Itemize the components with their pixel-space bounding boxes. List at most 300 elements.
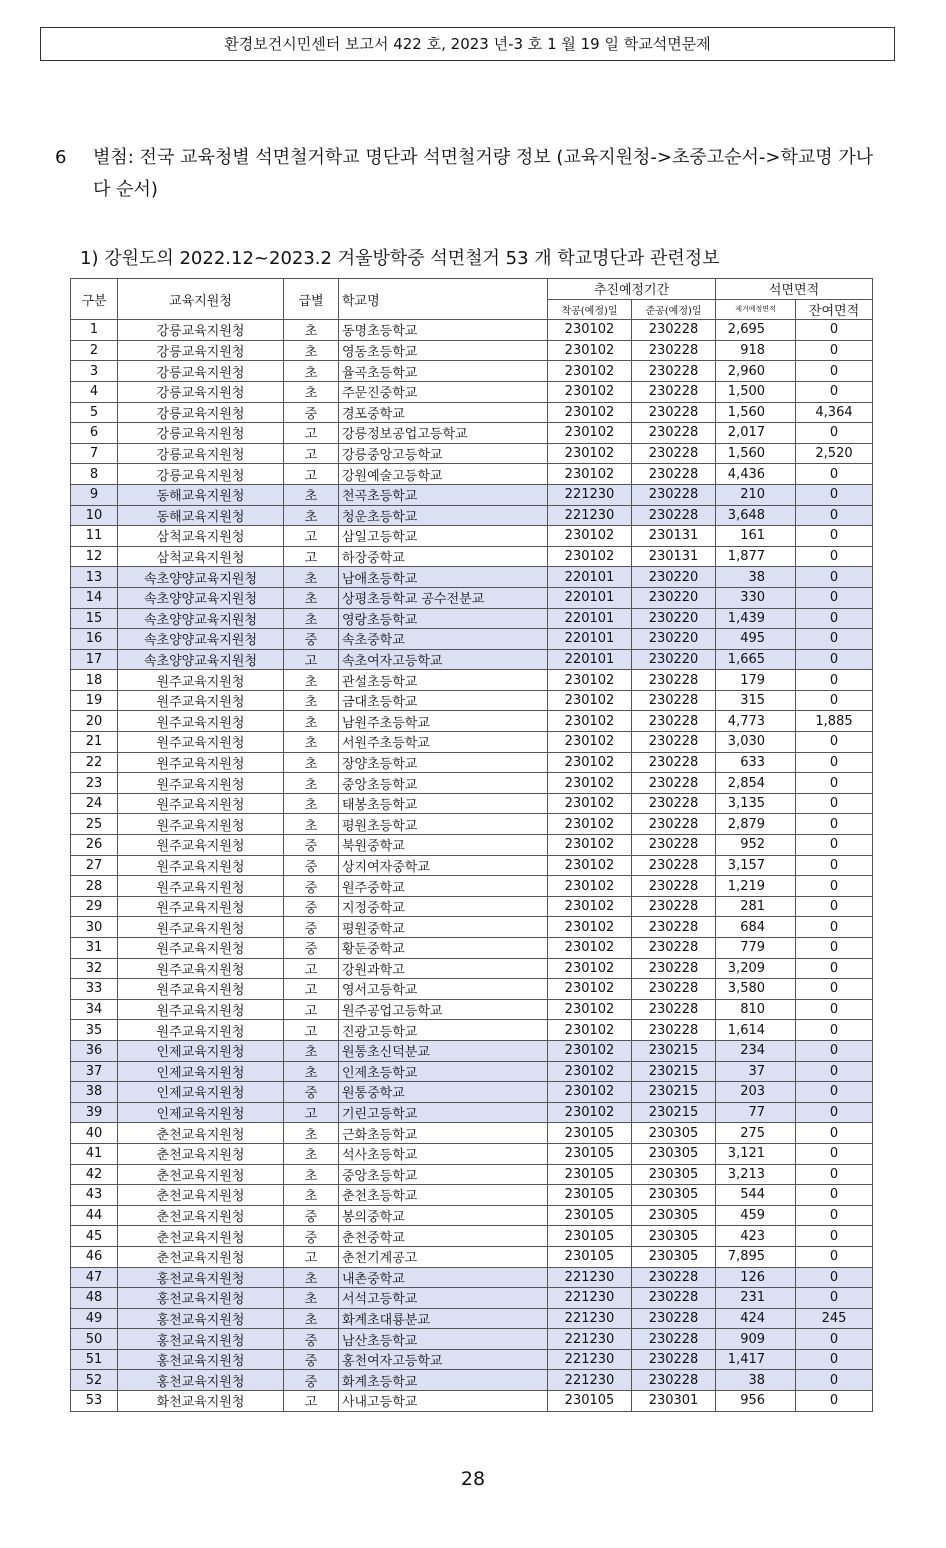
cell-level: 고 — [284, 958, 339, 979]
cell-end: 230215 — [632, 1061, 716, 1082]
cell-office: 강릉교육지원청 — [118, 381, 284, 402]
cell-removal: 3,121 — [716, 1143, 796, 1164]
cell-end: 230131 — [632, 546, 716, 567]
cell-start: 230102 — [548, 793, 632, 814]
cell-office: 원주교육지원청 — [118, 855, 284, 876]
cell-office: 춘천교육지원청 — [118, 1164, 284, 1185]
cell-school: 화계초등학교 — [339, 1370, 548, 1391]
cell-school: 영동초등학교 — [339, 340, 548, 361]
cell-school: 율곡초등학교 — [339, 361, 548, 382]
table-row — [71, 567, 873, 588]
cell-school: 평원초등학교 — [339, 814, 548, 835]
cell-no: 36 — [71, 1040, 118, 1061]
cell-level: 고 — [284, 1020, 339, 1041]
cell-end: 230228 — [632, 340, 716, 361]
cell-school: 황둔중학교 — [339, 938, 548, 959]
cell-school: 태봉초등학교 — [339, 793, 548, 814]
cell-start: 230102 — [548, 1061, 632, 1082]
cell-start: 220101 — [548, 587, 632, 608]
cell-level: 고 — [284, 464, 339, 485]
cell-no: 5 — [71, 402, 118, 423]
cell-school: 강릉중앙고등학교 — [339, 443, 548, 464]
cell-remaining: 0 — [796, 1391, 873, 1412]
table-row — [71, 1308, 873, 1329]
cell-school: 지정중학교 — [339, 896, 548, 917]
cell-removal: 2,960 — [716, 361, 796, 382]
table-row — [71, 320, 873, 341]
cell-removal: 633 — [716, 752, 796, 773]
cell-level: 고 — [284, 1246, 339, 1267]
school-table — [70, 278, 873, 1412]
cell-level: 중 — [284, 1349, 339, 1370]
cell-no: 22 — [71, 752, 118, 773]
table-row — [71, 587, 873, 608]
cell-no: 52 — [71, 1370, 118, 1391]
cell-end: 230220 — [632, 567, 716, 588]
cell-level: 중 — [284, 855, 339, 876]
cell-removal: 3,209 — [716, 958, 796, 979]
cell-start: 230102 — [548, 464, 632, 485]
cell-end: 230228 — [632, 773, 716, 794]
cell-end: 230228 — [632, 752, 716, 773]
cell-level: 고 — [284, 1391, 339, 1412]
cell-start: 221230 — [548, 505, 632, 526]
cell-start: 230105 — [548, 1391, 632, 1412]
cell-level: 초 — [284, 381, 339, 402]
cell-remaining: 0 — [796, 1246, 873, 1267]
cell-remaining: 0 — [796, 1123, 873, 1144]
cell-school: 춘천중학교 — [339, 1226, 548, 1247]
cell-office: 춘천교육지원청 — [118, 1123, 284, 1144]
cell-start: 230102 — [548, 320, 632, 341]
cell-level: 중 — [284, 1205, 339, 1226]
cell-remaining: 0 — [796, 1349, 873, 1370]
cell-remaining: 0 — [796, 587, 873, 608]
table-row — [71, 484, 873, 505]
cell-office: 속초양양교육지원청 — [118, 587, 284, 608]
cell-removal: 2,017 — [716, 423, 796, 444]
cell-remaining: 0 — [796, 1061, 873, 1082]
cell-end: 230228 — [632, 917, 716, 938]
cell-removal: 38 — [716, 567, 796, 588]
table-row — [71, 505, 873, 526]
cell-remaining: 0 — [796, 999, 873, 1020]
cell-removal: 810 — [716, 999, 796, 1020]
cell-office: 강릉교육지원청 — [118, 423, 284, 444]
cell-remaining: 0 — [796, 1185, 873, 1206]
cell-level: 초 — [284, 773, 339, 794]
cell-no: 13 — [71, 567, 118, 588]
cell-removal: 281 — [716, 896, 796, 917]
cell-end: 230228 — [632, 1288, 716, 1309]
table-row — [71, 629, 873, 650]
cell-level: 초 — [284, 361, 339, 382]
cell-start: 220101 — [548, 629, 632, 650]
table-body — [71, 320, 873, 1411]
cell-remaining: 0 — [796, 773, 873, 794]
cell-removal: 3,580 — [716, 979, 796, 1000]
cell-removal: 1,560 — [716, 443, 796, 464]
cell-office: 춘천교육지원청 — [118, 1226, 284, 1247]
table-row — [71, 917, 873, 938]
cell-office: 인제교육지원청 — [118, 1082, 284, 1103]
cell-school: 인제초등학교 — [339, 1061, 548, 1082]
cell-removal: 3,135 — [716, 793, 796, 814]
cell-no: 37 — [71, 1061, 118, 1082]
table-row — [71, 608, 873, 629]
cell-no: 25 — [71, 814, 118, 835]
cell-start: 230102 — [548, 999, 632, 1020]
cell-level: 고 — [284, 546, 339, 567]
cell-office: 인제교육지원청 — [118, 1040, 284, 1061]
cell-removal: 1,560 — [716, 402, 796, 423]
col-header-remaining: 잔여면적 — [796, 299, 873, 320]
cell-level: 중 — [284, 876, 339, 897]
table-row — [71, 1391, 873, 1412]
cell-remaining: 0 — [796, 1370, 873, 1391]
cell-school: 진광고등학교 — [339, 1020, 548, 1041]
cell-level: 중 — [284, 1082, 339, 1103]
cell-level: 초 — [284, 1308, 339, 1329]
cell-office: 원주교육지원청 — [118, 999, 284, 1020]
cell-start: 230105 — [548, 1246, 632, 1267]
cell-end: 230305 — [632, 1205, 716, 1226]
cell-no: 49 — [71, 1308, 118, 1329]
cell-level: 중 — [284, 896, 339, 917]
cell-remaining: 0 — [796, 340, 873, 361]
cell-school: 속초여자고등학교 — [339, 649, 548, 670]
cell-remaining: 0 — [796, 1164, 873, 1185]
cell-level: 초 — [284, 1143, 339, 1164]
cell-removal: 77 — [716, 1102, 796, 1123]
cell-no: 46 — [71, 1246, 118, 1267]
cell-remaining: 0 — [796, 649, 873, 670]
cell-end: 230228 — [632, 1020, 716, 1041]
table-row — [71, 1370, 873, 1391]
cell-level: 중 — [284, 629, 339, 650]
cell-end: 230228 — [632, 793, 716, 814]
cell-start: 230102 — [548, 1102, 632, 1123]
cell-start: 230102 — [548, 443, 632, 464]
cell-remaining: 0 — [796, 1143, 873, 1164]
cell-no: 8 — [71, 464, 118, 485]
cell-start: 230102 — [548, 917, 632, 938]
cell-school: 평원중학교 — [339, 917, 548, 938]
cell-level: 초 — [284, 732, 339, 753]
cell-removal: 1,614 — [716, 1020, 796, 1041]
cell-removal: 1,877 — [716, 546, 796, 567]
cell-removal: 495 — [716, 629, 796, 650]
cell-end: 230228 — [632, 732, 716, 753]
cell-removal: 684 — [716, 917, 796, 938]
table-row — [71, 1329, 873, 1350]
cell-remaining: 0 — [796, 690, 873, 711]
cell-end: 230305 — [632, 1164, 716, 1185]
cell-level: 초 — [284, 320, 339, 341]
cell-no: 40 — [71, 1123, 118, 1144]
table-row — [71, 835, 873, 856]
cell-end: 230228 — [632, 938, 716, 959]
cell-remaining: 2,520 — [796, 443, 873, 464]
cell-remaining: 0 — [796, 361, 873, 382]
cell-no: 53 — [71, 1391, 118, 1412]
cell-school: 봉의중학교 — [339, 1205, 548, 1226]
cell-level: 중 — [284, 1370, 339, 1391]
cell-no: 39 — [71, 1102, 118, 1123]
col-header-level: 급별 — [284, 279, 339, 320]
cell-no: 50 — [71, 1329, 118, 1350]
cell-school: 영서고등학교 — [339, 979, 548, 1000]
cell-no: 23 — [71, 773, 118, 794]
cell-office: 홍천교육지원청 — [118, 1370, 284, 1391]
cell-start: 230102 — [548, 752, 632, 773]
col-header-period: 추진예정기간 — [548, 279, 716, 300]
cell-level: 중 — [284, 917, 339, 938]
cell-office: 홍천교육지원청 — [118, 1288, 284, 1309]
cell-school: 북원중학교 — [339, 835, 548, 856]
cell-school: 장양초등학교 — [339, 752, 548, 773]
cell-school: 서석고등학교 — [339, 1288, 548, 1309]
cell-office: 원주교육지원청 — [118, 1020, 284, 1041]
cell-office: 속초양양교육지원청 — [118, 567, 284, 588]
cell-start: 230102 — [548, 423, 632, 444]
cell-level: 초 — [284, 690, 339, 711]
cell-office: 속초양양교육지원청 — [118, 649, 284, 670]
cell-level: 초 — [284, 567, 339, 588]
cell-school: 기린고등학교 — [339, 1102, 548, 1123]
cell-level: 중 — [284, 835, 339, 856]
cell-office: 원주교육지원청 — [118, 958, 284, 979]
cell-office: 원주교육지원청 — [118, 896, 284, 917]
cell-remaining: 0 — [796, 752, 873, 773]
cell-removal: 126 — [716, 1267, 796, 1288]
cell-school: 상지여자중학교 — [339, 855, 548, 876]
cell-remaining: 0 — [796, 1329, 873, 1350]
cell-school: 남애초등학교 — [339, 567, 548, 588]
subsection-title: 1) 강원도의 2022.12~2023.2 겨울방학중 석면철거 53 개 학교명단과 관련정보 — [80, 248, 720, 269]
cell-office: 홍천교육지원청 — [118, 1329, 284, 1350]
cell-end: 230305 — [632, 1246, 716, 1267]
cell-end: 230305 — [632, 1185, 716, 1206]
cell-start: 230102 — [548, 381, 632, 402]
cell-no: 1 — [71, 320, 118, 341]
cell-office: 홍천교육지원청 — [118, 1308, 284, 1329]
cell-removal: 234 — [716, 1040, 796, 1061]
table-header-row — [71, 279, 873, 300]
cell-level: 고 — [284, 1102, 339, 1123]
cell-no: 34 — [71, 999, 118, 1020]
cell-level: 중 — [284, 938, 339, 959]
cell-remaining: 0 — [796, 381, 873, 402]
cell-start: 230105 — [548, 1164, 632, 1185]
cell-school: 하장중학교 — [339, 546, 548, 567]
cell-start: 221230 — [548, 1288, 632, 1309]
cell-remaining: 4,364 — [796, 402, 873, 423]
cell-level: 중 — [284, 1329, 339, 1350]
table-row — [71, 1246, 873, 1267]
cell-removal: 275 — [716, 1123, 796, 1144]
cell-no: 31 — [71, 938, 118, 959]
table-row — [71, 1020, 873, 1041]
cell-no: 43 — [71, 1185, 118, 1206]
table-row — [71, 876, 873, 897]
cell-no: 4 — [71, 381, 118, 402]
table-row — [71, 814, 873, 835]
cell-school: 주문진중학교 — [339, 381, 548, 402]
cell-remaining: 1,885 — [796, 711, 873, 732]
cell-removal: 1,219 — [716, 876, 796, 897]
table-row — [71, 670, 873, 691]
cell-level: 중 — [284, 402, 339, 423]
cell-end: 230228 — [632, 958, 716, 979]
cell-start: 221230 — [548, 1329, 632, 1350]
cell-remaining: 0 — [796, 1020, 873, 1041]
cell-end: 230220 — [632, 649, 716, 670]
cell-school: 근화초등학교 — [339, 1123, 548, 1144]
cell-level: 초 — [284, 814, 339, 835]
cell-end: 230228 — [632, 690, 716, 711]
cell-removal: 330 — [716, 587, 796, 608]
cell-office: 강릉교육지원청 — [118, 464, 284, 485]
cell-remaining: 0 — [796, 464, 873, 485]
cell-remaining: 0 — [796, 855, 873, 876]
cell-start: 230105 — [548, 1185, 632, 1206]
col-header-office: 교육지원청 — [118, 279, 284, 320]
cell-end: 230228 — [632, 711, 716, 732]
table-row — [71, 649, 873, 670]
cell-no: 47 — [71, 1267, 118, 1288]
cell-office: 동해교육지원청 — [118, 505, 284, 526]
cell-school: 춘천기계공고 — [339, 1246, 548, 1267]
cell-no: 17 — [71, 649, 118, 670]
report-header: 환경보건시민센터 보고서 422 호, 2023 년-3 호 1 월 19 일 학교석면문제 — [40, 27, 895, 61]
cell-school: 강원과학고 — [339, 958, 548, 979]
table-row — [71, 1082, 873, 1103]
cell-start: 230105 — [548, 1226, 632, 1247]
cell-remaining: 0 — [796, 546, 873, 567]
cell-no: 51 — [71, 1349, 118, 1370]
cell-no: 2 — [71, 340, 118, 361]
cell-no: 44 — [71, 1205, 118, 1226]
cell-start: 230105 — [548, 1205, 632, 1226]
cell-remaining: 0 — [796, 1288, 873, 1309]
cell-office: 삼척교육지원청 — [118, 526, 284, 547]
cell-school: 원통초신덕분교 — [339, 1040, 548, 1061]
cell-level: 초 — [284, 1185, 339, 1206]
table-row — [71, 1288, 873, 1309]
table-row — [71, 979, 873, 1000]
cell-end: 230215 — [632, 1082, 716, 1103]
cell-start: 230102 — [548, 855, 632, 876]
cell-end: 230228 — [632, 402, 716, 423]
cell-no: 35 — [71, 1020, 118, 1041]
cell-remaining: 0 — [796, 793, 873, 814]
table-row — [71, 1123, 873, 1144]
cell-removal: 1,665 — [716, 649, 796, 670]
cell-level: 초 — [284, 484, 339, 505]
cell-office: 원주교육지원청 — [118, 793, 284, 814]
cell-school: 홍천여자고등학교 — [339, 1349, 548, 1370]
cell-removal: 4,773 — [716, 711, 796, 732]
cell-level: 고 — [284, 443, 339, 464]
cell-start: 230105 — [548, 1123, 632, 1144]
cell-removal: 161 — [716, 526, 796, 547]
cell-remaining: 0 — [796, 505, 873, 526]
cell-no: 38 — [71, 1082, 118, 1103]
cell-school: 상평초등학교 공수전분교 — [339, 587, 548, 608]
cell-remaining: 245 — [796, 1308, 873, 1329]
cell-no: 41 — [71, 1143, 118, 1164]
cell-removal: 3,213 — [716, 1164, 796, 1185]
cell-start: 221230 — [548, 484, 632, 505]
cell-removal: 909 — [716, 1329, 796, 1350]
cell-end: 230228 — [632, 1308, 716, 1329]
cell-office: 인제교육지원청 — [118, 1061, 284, 1082]
cell-office: 강릉교육지원청 — [118, 443, 284, 464]
cell-school: 내촌중학교 — [339, 1267, 548, 1288]
cell-remaining: 0 — [796, 876, 873, 897]
cell-level: 고 — [284, 423, 339, 444]
cell-office: 삼척교육지원청 — [118, 546, 284, 567]
cell-remaining: 0 — [796, 1205, 873, 1226]
cell-remaining: 0 — [796, 835, 873, 856]
col-header-no: 구분 — [71, 279, 118, 320]
cell-office: 원주교육지원청 — [118, 979, 284, 1000]
cell-start: 230102 — [548, 958, 632, 979]
cell-level: 초 — [284, 587, 339, 608]
cell-no: 30 — [71, 917, 118, 938]
cell-office: 강릉교육지원청 — [118, 402, 284, 423]
cell-school: 원주공업고등학교 — [339, 999, 548, 1020]
cell-start: 230102 — [548, 876, 632, 897]
cell-removal: 210 — [716, 484, 796, 505]
cell-remaining: 0 — [796, 814, 873, 835]
cell-no: 45 — [71, 1226, 118, 1247]
cell-no: 15 — [71, 608, 118, 629]
cell-remaining: 0 — [796, 1082, 873, 1103]
cell-no: 24 — [71, 793, 118, 814]
cell-level: 초 — [284, 1267, 339, 1288]
cell-office: 원주교육지원청 — [118, 732, 284, 753]
page-number: 28 — [460, 1468, 486, 1490]
cell-end: 230228 — [632, 443, 716, 464]
cell-level: 고 — [284, 979, 339, 1000]
cell-school: 서원주초등학교 — [339, 732, 548, 753]
cell-start: 220101 — [548, 567, 632, 588]
cell-removal: 231 — [716, 1288, 796, 1309]
cell-removal: 918 — [716, 340, 796, 361]
cell-start: 230102 — [548, 835, 632, 856]
cell-office: 원주교육지원청 — [118, 773, 284, 794]
cell-start: 230102 — [548, 1040, 632, 1061]
cell-school: 남원주초등학교 — [339, 711, 548, 732]
cell-office: 강릉교육지원청 — [118, 361, 284, 382]
cell-level: 초 — [284, 1040, 339, 1061]
cell-school: 속초중학교 — [339, 629, 548, 650]
cell-end: 230228 — [632, 484, 716, 505]
cell-end: 230215 — [632, 1040, 716, 1061]
table-row — [71, 1061, 873, 1082]
cell-level: 초 — [284, 711, 339, 732]
cell-level: 고 — [284, 526, 339, 547]
cell-level: 초 — [284, 670, 339, 691]
cell-removal: 4,436 — [716, 464, 796, 485]
cell-end: 230220 — [632, 608, 716, 629]
cell-end: 230228 — [632, 1267, 716, 1288]
cell-end: 230228 — [632, 896, 716, 917]
cell-no: 9 — [71, 484, 118, 505]
cell-start: 220101 — [548, 608, 632, 629]
